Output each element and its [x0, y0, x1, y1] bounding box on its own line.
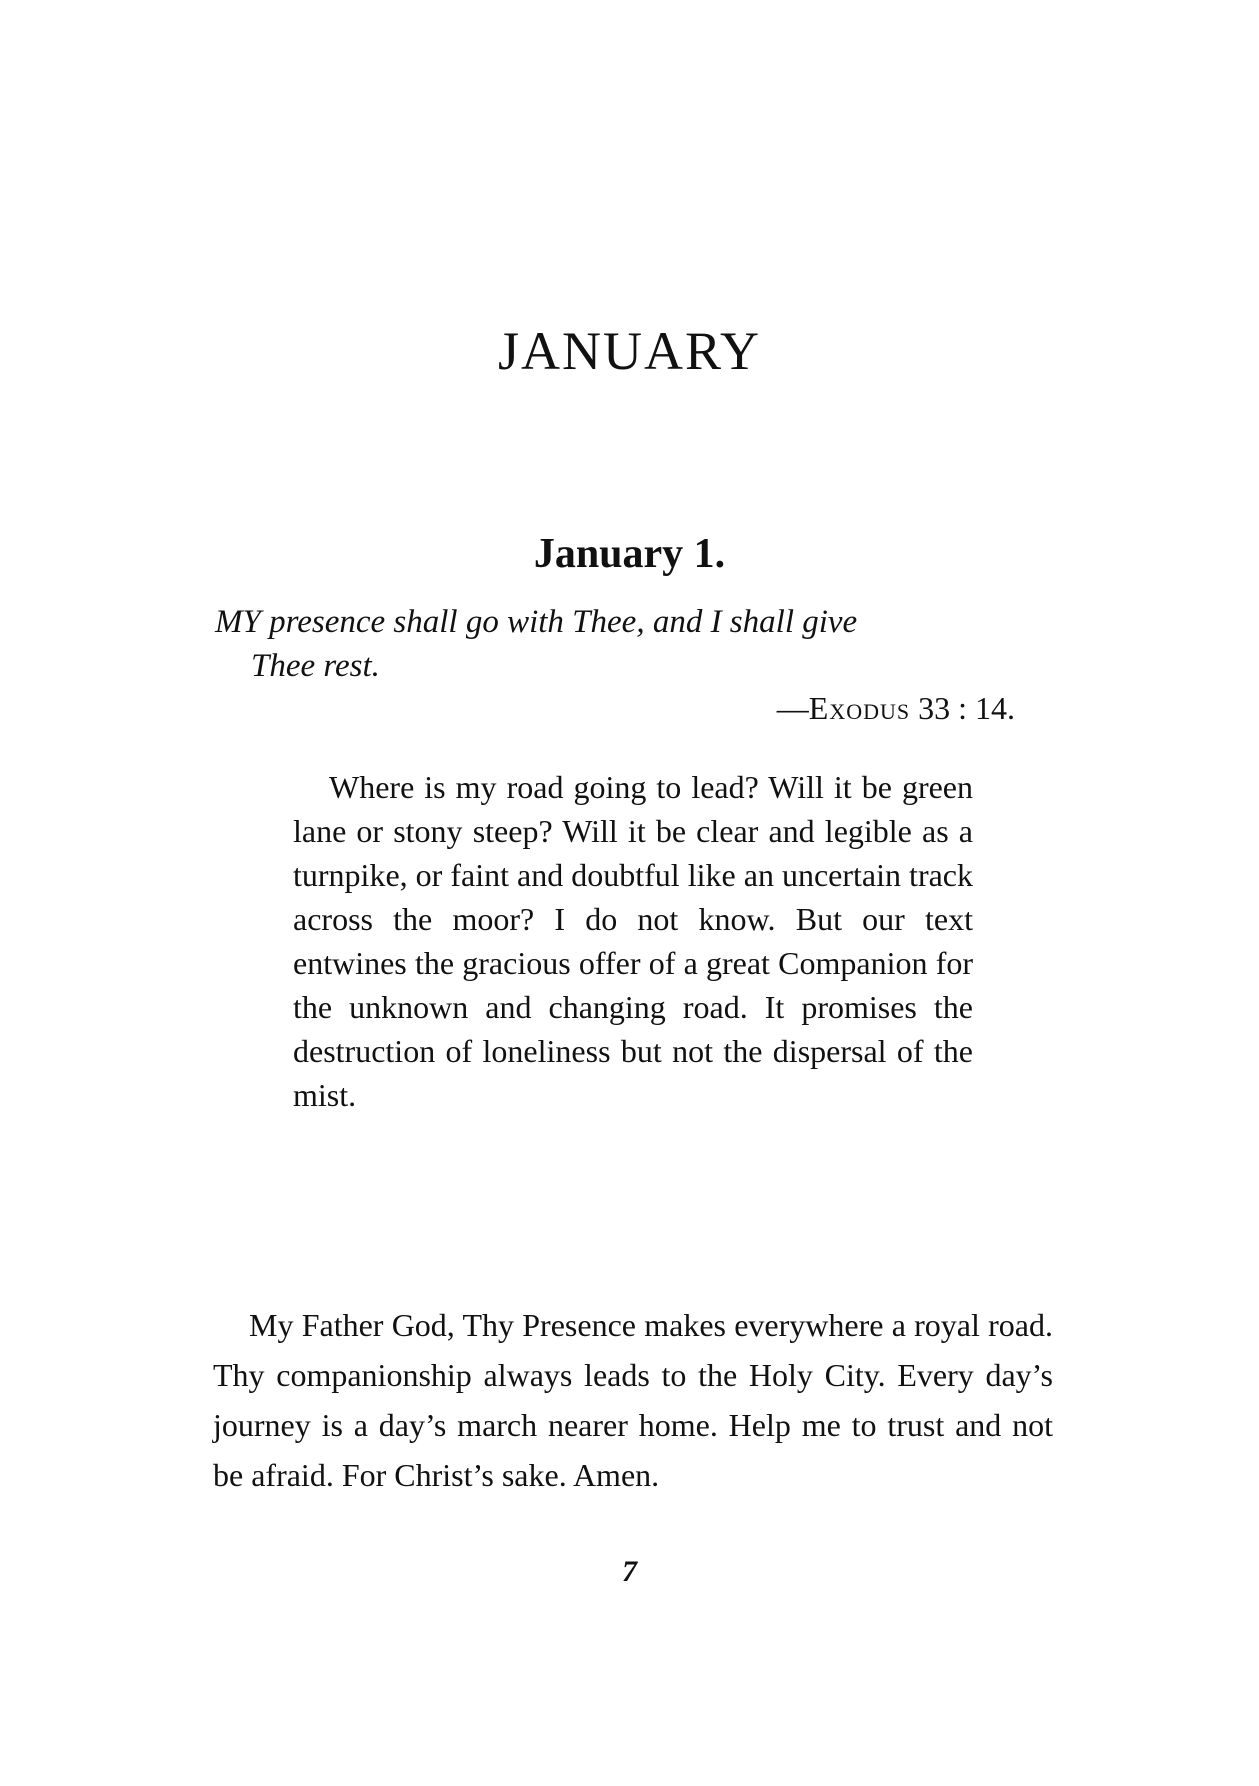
- date-heading: January 1.: [533, 531, 726, 577]
- verse-line-1: MY presence shall go with Thee, and I shall give: [215, 604, 858, 640]
- month-title: JANUARY: [497, 321, 762, 381]
- meditation-paragraph: Where is my road going to lead? Will it be green lane or stony steep? Will it be clear and legible as a turnpike, or faint and doubtful like an uncertain track across the moor? I do not know. But our text entwines the gracious offer of a great Companion for the unknown and changing road. It promises the destruction of loneliness but not the dispersal of the mist.: [293, 769, 973, 1113]
- citation-reference: 33 : 14.: [910, 690, 1015, 726]
- prayer-paragraph: My Father God, Thy Presence makes everywhere a royal road. Thy companionship always leads to the Holy City. Every day’s journey is a day’s march nearer home. Help me to trust and not be afraid. For Christ’s sake. Amen.: [213, 1307, 1053, 1493]
- page-number: 7: [622, 1555, 637, 1588]
- scripture-verse: [215, 600, 1065, 688]
- verse-line-2: Thee rest.: [251, 648, 380, 684]
- citation-dash: —: [776, 690, 809, 726]
- scripture-citation: [700, 690, 1015, 727]
- citation-book: Exodus: [808, 690, 911, 726]
